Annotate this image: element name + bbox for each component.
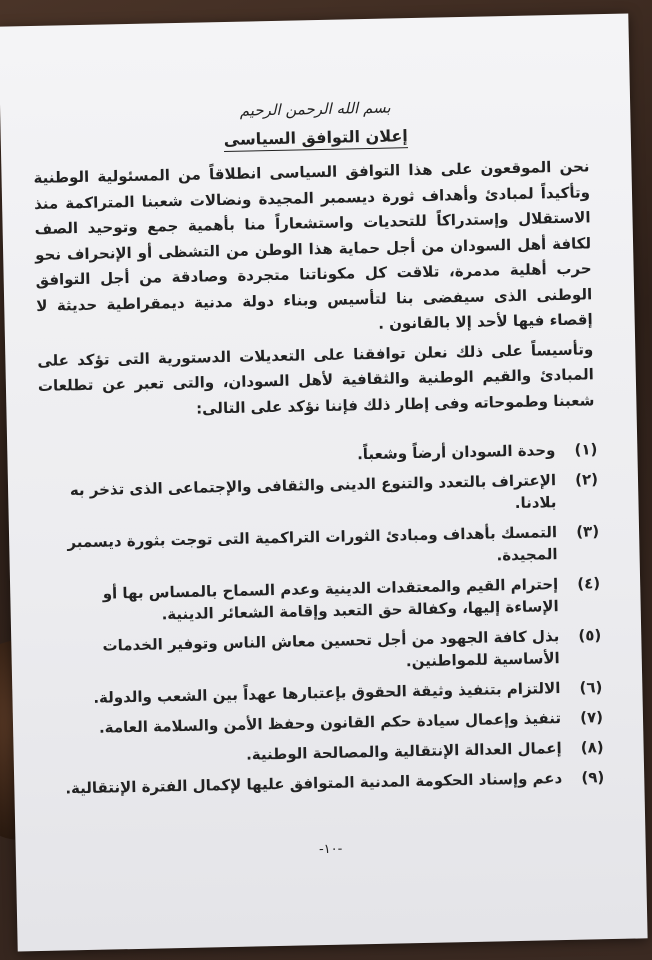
list-item: [47, 438, 597, 472]
page-number: -١٠-: [318, 841, 343, 858]
commitments-list: [47, 438, 604, 807]
list-item: [50, 572, 601, 628]
item-text: دعم وإسناد الحكومة المدنية المتوافق عليها لإكمال الفترة الإنتقالية.: [65, 769, 563, 798]
item-text: إحترام القيم والمعتقدات الدينية وعدم السماح بالمساس بها أو الإساءة إليها، وكفالة حق التعبد وإقامة الشعائر الدينية.: [102, 575, 559, 624]
item-text: إعمال العدالة الإنتقالية والمصالحة الوطنية.: [245, 739, 562, 764]
item-number: (٢): [574, 470, 599, 489]
item-text: التمسك بأهداف ومبادئ الثورات التراكمية التى توجت بثورة ديسمبر المجيدة.: [67, 523, 558, 565]
list-item: [53, 706, 603, 740]
intro-paragraph-2: وتأسيساً على ذلك نعلن توافقنا على التعديلات الدستورية التى تؤكد على المبادئ والقيم الوطنية والثقافية لأهل السودان، والتى تعبر عن تطلعات شعبنا وطموحاته وفى إطار ذلك فإننا نؤكد على التالى:: [37, 339, 595, 418]
item-number: (٨): [580, 738, 604, 757]
intro-section: [33, 154, 594, 429]
item-number: (٥): [578, 626, 602, 645]
item-text: الإعتراف بالتعدد والتنوع الدينى والثقافى والإجتماعى الذى تذخر به بلادنا.: [69, 471, 557, 512]
list-item: [52, 676, 602, 710]
intro-paragraph-1: نحن الموقعون على هذا التوافق السياسى انطلاقاً من المسئولية الوطنية وتأكيداً لمبادئ وأهداف ثورة ديسمبر المجيدة ونضالات شعبنا المتراكمة منذ الاستقلال وإستدراكاً للتحديات واستشعاراً منا بأهمية جمع وتوحيد الصف لكافة أهل السودان من أجل حماية هذا الوطن من التشظى أو الإنحراف نحو حرب أهلية مدمرة، تلاقت كل مكوناتنا متجردة وصادقة من أجل التوافق الوطنى الذى سيفضى بنا لتأسيس وبناء دولة مدنية ديمقراطية حديثة لا إقصاء فيها لأحد إلا بالقانون .: [33, 157, 593, 333]
list-item: [51, 624, 602, 680]
basmala-heading: بسم الله الرحمن الرحيم: [239, 98, 391, 120]
item-text: الالتزام بتنفيذ وثيقة الحقوق بإعتبارها عهداً بين الشعب والدولة.: [93, 679, 561, 707]
item-number: (٩): [581, 768, 605, 787]
list-item: [53, 736, 603, 770]
item-text: تنفيذ وإعمال سيادة حكم القانون وحفظ الأمن والسلامة العامة.: [98, 709, 562, 737]
list-item: [49, 520, 600, 576]
document-page: [0, 14, 648, 952]
item-text: بذل كافة الجهود من أجل تحسين معاش الناس وتوفير الخدمات الأساسية للمواطنين.: [102, 627, 560, 671]
item-number: (٧): [579, 708, 604, 727]
item-number: (٦): [579, 678, 603, 697]
list-item: [54, 766, 604, 800]
item-text: وحدة السودان أرضاً وشعباً.: [356, 441, 556, 464]
item-number: (١): [574, 440, 598, 459]
item-number: (٣): [576, 522, 600, 541]
item-number: (٤): [577, 574, 601, 593]
document-title-text: إعلان التوافق السياسى: [224, 126, 408, 152]
list-item: [48, 468, 599, 524]
document-title: [1, 121, 631, 153]
